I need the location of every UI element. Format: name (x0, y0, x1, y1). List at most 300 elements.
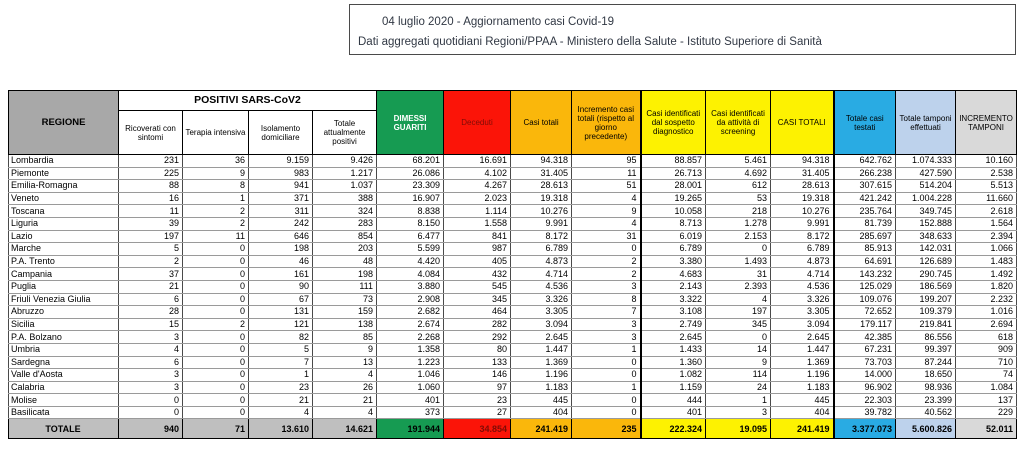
data-cell: 7 (249, 356, 313, 369)
data-cell: 4.267 (444, 180, 511, 193)
data-cell: 0 (119, 394, 183, 407)
data-cell: 72.652 (834, 306, 896, 319)
data-cell: 94.318 (771, 155, 834, 168)
data-cell: 8.172 (771, 230, 834, 243)
data-cell: 64.691 (834, 255, 896, 268)
data-cell: 31.405 (511, 167, 572, 180)
data-cell: 941 (249, 180, 313, 193)
data-cell: 2.538 (956, 167, 1017, 180)
data-cell: 3.322 (641, 293, 706, 306)
data-cell: 3.094 (771, 318, 834, 331)
data-cell: 219.841 (896, 318, 956, 331)
data-cell: 2.268 (377, 331, 444, 344)
data-cell: 99.397 (896, 343, 956, 356)
data-cell: 445 (511, 394, 572, 407)
data-cell: 2.908 (377, 293, 444, 306)
data-cell: 9 (313, 343, 377, 356)
table-row (9, 369, 1017, 382)
data-cell: 21 (119, 280, 183, 293)
data-cell: 235.764 (834, 205, 896, 218)
data-cell: 16.907 (377, 192, 444, 205)
header-casi-totali: Casi totali (511, 91, 572, 155)
data-cell: 2.645 (511, 331, 572, 344)
data-cell: 6 (119, 293, 183, 306)
data-cell: 1.558 (444, 217, 511, 230)
table-row (9, 381, 1017, 394)
region-name-cell: Sicilia (9, 318, 119, 331)
data-cell: 2 (572, 268, 641, 281)
data-cell: 242 (249, 217, 313, 230)
data-cell: 1.084 (956, 381, 1017, 394)
total-value-cell: 191.944 (377, 419, 444, 439)
data-cell: 1.483 (956, 255, 1017, 268)
data-cell: 405 (444, 255, 511, 268)
data-cell: 1.196 (771, 369, 834, 382)
data-cell: 1.016 (956, 306, 1017, 319)
data-cell: 18.650 (896, 369, 956, 382)
data-cell: 8 (572, 293, 641, 306)
data-cell: 6.789 (511, 243, 572, 256)
data-cell: 404 (511, 406, 572, 419)
data-cell: 404 (771, 406, 834, 419)
data-cell: 48 (313, 255, 377, 268)
data-cell: 74 (956, 369, 1017, 382)
table-row (9, 180, 1017, 193)
data-cell: 85 (313, 331, 377, 344)
header-attivita-screening: Casi identificati da attività di screening (706, 91, 771, 155)
data-cell: 5.599 (377, 243, 444, 256)
data-cell: 203 (313, 243, 377, 256)
data-cell: 0 (572, 356, 641, 369)
data-cell: 841 (444, 230, 511, 243)
data-cell: 4.084 (377, 268, 444, 281)
data-cell: 1.360 (641, 356, 706, 369)
data-cell: 427.590 (896, 167, 956, 180)
data-cell: 146 (444, 369, 511, 382)
data-cell: 11 (183, 230, 249, 243)
data-cell: 186.569 (896, 280, 956, 293)
data-cell: 4.873 (771, 255, 834, 268)
data-cell: 51 (572, 180, 641, 193)
data-cell: 114 (706, 369, 771, 382)
data-cell: 53 (706, 192, 771, 205)
data-cell: 1.066 (956, 243, 1017, 256)
data-cell: 4.692 (706, 167, 771, 180)
data-cell: 23.399 (896, 394, 956, 407)
data-cell: 0 (706, 243, 771, 256)
data-cell: 96.902 (834, 381, 896, 394)
data-cell: 80 (444, 343, 511, 356)
header-dimessi-guariti: DIMESSI GUARITI (377, 91, 444, 155)
data-cell: 179.117 (834, 318, 896, 331)
data-cell: 401 (377, 394, 444, 407)
region-name-cell: Sardegna (9, 356, 119, 369)
data-cell: 545 (444, 280, 511, 293)
data-cell: 1.046 (377, 369, 444, 382)
data-cell: 5 (249, 343, 313, 356)
data-cell: 85.913 (834, 243, 896, 256)
data-cell: 1.082 (641, 369, 706, 382)
data-cell: 324 (313, 205, 377, 218)
data-cell: 8 (183, 180, 249, 193)
data-cell: 3 (572, 318, 641, 331)
data-cell: 81.739 (834, 217, 896, 230)
data-cell: 2.232 (956, 293, 1017, 306)
data-cell: 371 (249, 192, 313, 205)
data-cell: 27 (444, 406, 511, 419)
data-cell: 0 (183, 268, 249, 281)
data-cell: 9 (183, 167, 249, 180)
data-cell: 2.023 (444, 192, 511, 205)
data-cell: 28.613 (511, 180, 572, 193)
data-cell: 2.645 (641, 331, 706, 344)
data-cell: 9 (572, 205, 641, 218)
data-cell: 4.536 (511, 280, 572, 293)
data-cell: 4 (313, 406, 377, 419)
total-value-cell: 241.419 (511, 419, 572, 439)
region-name-cell: Lazio (9, 230, 119, 243)
data-cell: 95 (572, 155, 641, 168)
data-cell: 10.058 (641, 205, 706, 218)
data-cell: 1.196 (511, 369, 572, 382)
region-name-cell: Umbria (9, 343, 119, 356)
region-name-cell: Molise (9, 394, 119, 407)
total-value-cell: 5.600.826 (896, 419, 956, 439)
covid-data-table (8, 90, 1017, 439)
region-name-cell: Liguria (9, 217, 119, 230)
data-cell: 3 (119, 369, 183, 382)
data-cell: 26.713 (641, 167, 706, 180)
data-cell: 82 (249, 331, 313, 344)
data-cell: 4.873 (511, 255, 572, 268)
data-cell: 159 (313, 306, 377, 319)
data-cell: 0 (183, 343, 249, 356)
title-box (349, 4, 1016, 55)
data-cell: 0 (183, 369, 249, 382)
data-cell: 23 (249, 381, 313, 394)
data-cell: 109.379 (896, 306, 956, 319)
data-cell: 19.318 (771, 192, 834, 205)
data-cell: 3 (572, 331, 641, 344)
data-cell: 31.405 (771, 167, 834, 180)
data-cell: 2.694 (956, 318, 1017, 331)
header-regione: REGIONE (9, 91, 119, 155)
data-cell: 6 (119, 356, 183, 369)
data-cell: 444 (641, 394, 706, 407)
data-cell: 266.238 (834, 167, 896, 180)
header-positivi-group: POSITIVI SARS-CoV2 (119, 91, 377, 111)
data-cell: 3.380 (641, 255, 706, 268)
data-cell: 142.031 (896, 243, 956, 256)
header-tamponi-effettuati: Totale tamponi effettuati (896, 91, 956, 155)
data-cell: 0 (183, 406, 249, 419)
total-row (9, 419, 1017, 439)
data-cell: 1 (249, 369, 313, 382)
data-cell: 0 (572, 394, 641, 407)
data-cell: 37 (119, 268, 183, 281)
data-cell: 2 (183, 205, 249, 218)
data-cell: 133 (444, 356, 511, 369)
data-cell: 0 (183, 255, 249, 268)
table-row (9, 394, 1017, 407)
data-cell: 4 (706, 293, 771, 306)
data-cell: 2.153 (706, 230, 771, 243)
data-cell: 126.689 (896, 255, 956, 268)
data-cell: 4 (572, 217, 641, 230)
data-cell: 282 (444, 318, 511, 331)
data-cell: 285.697 (834, 230, 896, 243)
total-value-cell: 222.324 (641, 419, 706, 439)
data-cell: 11 (572, 167, 641, 180)
header-deceduti: Deceduti (444, 91, 511, 155)
data-cell: 909 (956, 343, 1017, 356)
data-cell: 125.029 (834, 280, 896, 293)
data-cell: 1.060 (377, 381, 444, 394)
region-name-cell: Basilicata (9, 406, 119, 419)
data-cell: 7 (572, 306, 641, 319)
table-row (9, 293, 1017, 306)
data-cell: 2.749 (641, 318, 706, 331)
data-cell: 345 (444, 293, 511, 306)
data-cell: 26 (313, 381, 377, 394)
data-cell: 646 (249, 230, 313, 243)
data-cell: 40.562 (896, 406, 956, 419)
data-cell: 1.004.228 (896, 192, 956, 205)
table-row (9, 318, 1017, 331)
total-value-cell: 3.377.073 (834, 419, 896, 439)
data-cell: 9.991 (771, 217, 834, 230)
data-cell: 11 (119, 205, 183, 218)
total-value-cell: 14.621 (313, 419, 377, 439)
total-value-cell: 52.011 (956, 419, 1017, 439)
data-cell: 0 (183, 356, 249, 369)
data-cell: 1 (572, 381, 641, 394)
data-cell: 14 (706, 343, 771, 356)
data-cell: 4.714 (511, 268, 572, 281)
table-row (9, 205, 1017, 218)
data-cell: 0 (183, 381, 249, 394)
data-cell: 2 (183, 217, 249, 230)
total-label-cell: TOTALE (9, 419, 119, 439)
data-cell: 1.447 (771, 343, 834, 356)
data-cell: 4 (119, 343, 183, 356)
data-cell: 4 (313, 369, 377, 382)
region-name-cell: P.A. Bolzano (9, 331, 119, 344)
region-name-cell: P.A. Trento (9, 255, 119, 268)
table-row (9, 167, 1017, 180)
data-cell: 225 (119, 167, 183, 180)
data-cell: 388 (313, 192, 377, 205)
data-cell: 28 (119, 306, 183, 319)
data-cell: 311 (249, 205, 313, 218)
data-cell: 31 (706, 268, 771, 281)
header-incremento-casi: Incremento casi totali (rispetto al giorno precedente) (572, 91, 641, 155)
data-cell: 19.318 (511, 192, 572, 205)
data-cell: 0 (183, 243, 249, 256)
data-cell: 0 (572, 243, 641, 256)
region-name-cell: Abruzzo (9, 306, 119, 319)
header-terapia-intensiva: Terapia intensiva (183, 111, 249, 155)
total-value-cell: 940 (119, 419, 183, 439)
table-row (9, 280, 1017, 293)
table-row (9, 255, 1017, 268)
data-cell: 4 (249, 406, 313, 419)
data-cell: 349.745 (896, 205, 956, 218)
data-cell: 73.703 (834, 356, 896, 369)
data-cell: 2.682 (377, 306, 444, 319)
table-row (9, 343, 1017, 356)
data-cell: 16.691 (444, 155, 511, 168)
data-cell: 15 (119, 318, 183, 331)
title-source-line: Dati aggregati quotidiani Regioni/PPAA - Ministero della Salute - Istituto Superiore di Sanità (358, 36, 822, 48)
header-sospetto-diagnostico: Casi identificati dal sospetto diagnostico (641, 91, 706, 155)
region-name-cell: Friuli Venezia Giulia (9, 293, 119, 306)
region-name-cell: Veneto (9, 192, 119, 205)
data-cell: 2 (119, 255, 183, 268)
data-cell: 97 (444, 381, 511, 394)
data-cell: 401 (641, 406, 706, 419)
data-cell: 11.660 (956, 192, 1017, 205)
data-cell: 24 (706, 381, 771, 394)
data-cell: 421.242 (834, 192, 896, 205)
data-cell: 8.172 (511, 230, 572, 243)
region-name-cell: Calabria (9, 381, 119, 394)
data-cell: 1.159 (641, 381, 706, 394)
region-name-cell: Valle d'Aosta (9, 369, 119, 382)
data-cell: 87.244 (896, 356, 956, 369)
total-value-cell: 13.610 (249, 419, 313, 439)
data-cell: 1.183 (511, 381, 572, 394)
data-cell: 131 (249, 306, 313, 319)
data-cell: 983 (249, 167, 313, 180)
data-cell: 6.789 (641, 243, 706, 256)
data-cell: 16 (119, 192, 183, 205)
data-cell: 39 (119, 217, 183, 230)
data-cell: 73 (313, 293, 377, 306)
data-cell: 88.857 (641, 155, 706, 168)
data-cell: 90 (249, 280, 313, 293)
data-cell: 3 (572, 280, 641, 293)
header-incremento-tamponi: INCREMENTO TAMPONI (956, 91, 1017, 155)
data-cell: 109.076 (834, 293, 896, 306)
data-cell: 292 (444, 331, 511, 344)
header-casi-totali-caps: CASI TOTALI (771, 91, 834, 155)
data-cell: 6.019 (641, 230, 706, 243)
data-cell: 198 (249, 243, 313, 256)
data-cell: 9.426 (313, 155, 377, 168)
data-cell: 94.318 (511, 155, 572, 168)
total-value-cell: 235 (572, 419, 641, 439)
data-cell: 14.000 (834, 369, 896, 382)
data-cell: 1.433 (641, 343, 706, 356)
total-value-cell: 241.419 (771, 419, 834, 439)
data-cell: 31 (572, 230, 641, 243)
data-cell: 23 (444, 394, 511, 407)
data-cell: 137 (956, 394, 1017, 407)
data-cell: 3.326 (771, 293, 834, 306)
data-cell: 0 (119, 406, 183, 419)
data-cell: 3 (119, 331, 183, 344)
data-cell: 26.086 (377, 167, 444, 180)
data-cell: 9.159 (249, 155, 313, 168)
data-cell: 445 (771, 394, 834, 407)
data-cell: 1.183 (771, 381, 834, 394)
header-totale-positivi: Totale attualmente positivi (313, 111, 377, 155)
data-cell: 8.838 (377, 205, 444, 218)
data-cell: 283 (313, 217, 377, 230)
data-cell: 2.393 (706, 280, 771, 293)
region-name-cell: Piemonte (9, 167, 119, 180)
data-cell: 21 (313, 394, 377, 407)
table-row (9, 268, 1017, 281)
data-cell: 1.369 (511, 356, 572, 369)
table-row (9, 192, 1017, 205)
table-row (9, 217, 1017, 230)
data-cell: 514.204 (896, 180, 956, 193)
data-cell: 9.991 (511, 217, 572, 230)
data-cell: 28.001 (641, 180, 706, 193)
data-cell: 1 (572, 343, 641, 356)
data-cell: 1.074.333 (896, 155, 956, 168)
data-cell: 3.305 (511, 306, 572, 319)
data-cell: 8.713 (641, 217, 706, 230)
header-isolamento: Isolamento domiciliare (249, 111, 313, 155)
data-cell: 5 (119, 243, 183, 256)
region-name-cell: Campania (9, 268, 119, 281)
data-cell: 612 (706, 180, 771, 193)
data-cell: 86.556 (896, 331, 956, 344)
data-cell: 1.114 (444, 205, 511, 218)
data-cell: 1.447 (511, 343, 572, 356)
data-cell: 1.217 (313, 167, 377, 180)
data-cell: 39.782 (834, 406, 896, 419)
data-cell: 23.309 (377, 180, 444, 193)
data-cell: 6.789 (771, 243, 834, 256)
data-cell: 42.385 (834, 331, 896, 344)
region-name-cell: Toscana (9, 205, 119, 218)
data-cell: 1.223 (377, 356, 444, 369)
data-cell: 67 (249, 293, 313, 306)
data-cell: 0 (183, 394, 249, 407)
data-cell: 199.207 (896, 293, 956, 306)
data-cell: 2.674 (377, 318, 444, 331)
data-cell: 373 (377, 406, 444, 419)
data-cell: 152.888 (896, 217, 956, 230)
data-cell: 197 (119, 230, 183, 243)
data-cell: 10.160 (956, 155, 1017, 168)
data-cell: 2.618 (956, 205, 1017, 218)
data-cell: 0 (572, 406, 641, 419)
data-cell: 3.326 (511, 293, 572, 306)
data-cell: 1.492 (956, 268, 1017, 281)
data-cell: 5.461 (706, 155, 771, 168)
data-cell: 307.615 (834, 180, 896, 193)
table-row (9, 406, 1017, 419)
data-cell: 10.276 (771, 205, 834, 218)
header-casi-testati: Totale casi testati (834, 91, 896, 155)
data-cell: 3 (706, 406, 771, 419)
data-cell: 4 (572, 192, 641, 205)
data-cell: 2.143 (641, 280, 706, 293)
data-cell: 3.880 (377, 280, 444, 293)
table-body (9, 155, 1017, 419)
data-cell: 0 (183, 293, 249, 306)
title-date-line: 04 luglio 2020 - Aggiornamento casi Covid-19 (382, 16, 615, 28)
data-cell: 1.564 (956, 217, 1017, 230)
total-value-cell: 71 (183, 419, 249, 439)
data-cell: 987 (444, 243, 511, 256)
data-cell: 218 (706, 205, 771, 218)
